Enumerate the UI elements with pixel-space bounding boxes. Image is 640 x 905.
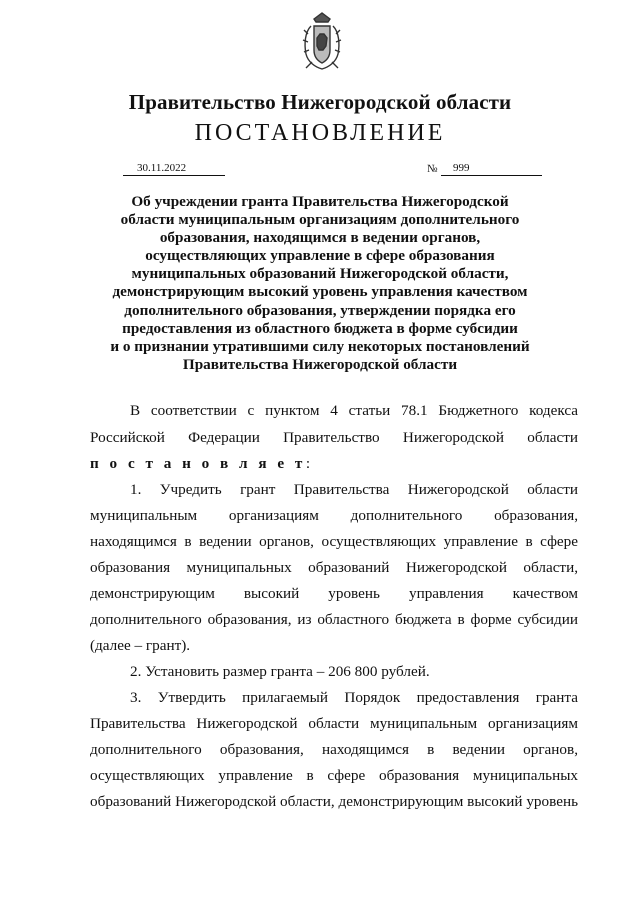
heading-line: области муниципальным организациям дополнительного [120,211,520,229]
body-line: (далее – грант). [90,637,191,654]
body-line: 2. Установить размер гранта – 206 800 рублей. [130,663,430,680]
body-line: образований Нижегородской области, демонстрирующим высокий уровень [90,793,578,810]
number-label: № [427,163,438,175]
heading-line: и о признании утратившими силу некоторых постановлений [110,337,530,355]
body-line: 3. Утвердить прилагаемый Порядок предоставления гранта [130,689,578,706]
body-line: муниципальным организациям дополнительного образования, [90,507,578,524]
body-line: находящимся в ведении органов, осуществляющих управление в сфере [90,533,578,550]
body-line: Правительства Нижегородской области муниципальным организациям [90,715,578,732]
document-type: ПОСТАНОВЛЕНИЕ [194,120,446,146]
body-line: дополнительного образования, из областного бюджета в форме субсидии [90,611,578,628]
government-title: Правительство Нижегородской области [128,90,512,114]
body-line: демонстрирующим высокий уровень управления качеством [90,585,578,602]
document-date: 30.11.2022 [123,161,225,176]
coat-of-arms-icon [300,10,344,72]
heading-line: предоставления из областного бюджета в форме субсидии [122,319,518,337]
heading-line: Правительства Нижегородской области [182,355,458,373]
heading-line: дополнительного образования, утверждении порядка его [124,301,516,319]
body-line: дополнительного образования, находящимся в ведении органов, [90,741,578,758]
colon: : [305,455,311,472]
body-line [90,454,578,474]
heading-line: демонстрирующим высокий уровень управления качеством [112,283,528,301]
document-heading [100,193,540,374]
body-line: Российской Федерации Правительство Нижегородской области [90,429,578,446]
body-line: В соответствии с пунктом 4 статьи 78.1 Бюджетного кодекса [130,402,578,419]
heading-line: образования, находящимся в ведении органов, [159,229,481,247]
resolves-word: п о с т а н о в л я е т [90,455,306,472]
heading-line: Об учреждении гранта Правительства Нижегородской [131,193,509,210]
document-number: 999 [441,161,542,176]
body-line: 1. Учредить грант Правительства Нижегородской области [130,481,578,498]
body-line: осуществляющих управление в сфере образования муниципальных [90,767,578,784]
heading-line: муниципальных образований Нижегородской области, [131,265,509,283]
heading-line: осуществляющих управление в сфере образования [145,247,495,265]
body-line: образования муниципальных образований Нижегородской области, [90,559,578,576]
